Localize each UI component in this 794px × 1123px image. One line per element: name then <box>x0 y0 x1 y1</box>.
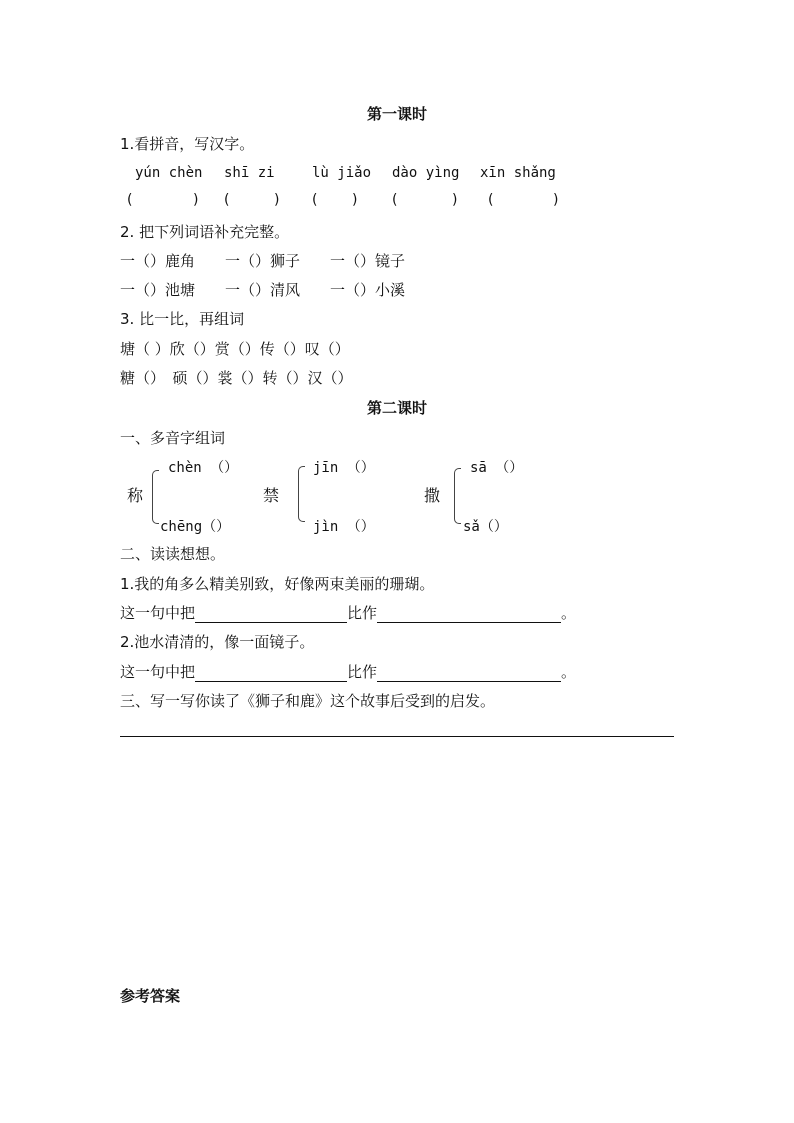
answer-blank[interactable] <box>195 665 347 682</box>
s2-question-2: 2.池水清清的，像一面镜子。 <box>120 633 315 651</box>
lesson2-title: 第二课时 <box>366 399 427 417</box>
polyphone-top: sā （） <box>470 460 524 476</box>
polyphone-top: jīn （） <box>313 460 375 476</box>
polyphone-char: 称 <box>127 486 144 505</box>
s2-label: 二、读读想想。 <box>120 545 226 563</box>
s2-question-1: 1.我的角多么精美别致，好像两束美丽的珊瑚。 <box>120 575 435 593</box>
polyphone-bottom: jìn （） <box>313 519 375 535</box>
polyphone-char: 撒 <box>424 486 441 505</box>
answer-box-2[interactable]: ( <box>224 192 230 208</box>
pinyin-5: xīn shǎng <box>480 165 556 181</box>
brace-icon <box>298 466 305 522</box>
answer-blank[interactable] <box>377 606 561 623</box>
answers-title: 参考答案 <box>120 987 181 1005</box>
q3-row-2: 糖（） 硕（）裳（）转（）汉（） <box>120 369 353 387</box>
q2-row-1: 一（）鹿角 一（）狮子 一（）镜子 <box>120 252 406 270</box>
fill-compare: 比作 <box>347 663 378 681</box>
q3-row-1: 塘（ ）欣（）赏（）传（）叹（） <box>120 340 350 358</box>
answer-box-4[interactable]: ( <box>392 192 398 208</box>
polyphone-bottom: chēng（） <box>160 519 231 535</box>
pinyin-4: dào yìng <box>392 165 460 181</box>
pinyin-3: lù jiǎo <box>312 165 372 181</box>
s1-label: 一、多音字组词 <box>120 429 226 447</box>
fill-row-1 <box>120 603 576 623</box>
q1-label: 1.看拼音，写汉字。 <box>120 135 255 153</box>
q2-row-2: 一（）池塘 一（）清风 一（）小溪 <box>120 281 406 299</box>
s3-label: 三、写一写你读了《狮子和鹿》这个故事后受到的启发。 <box>120 692 496 710</box>
fill-compare: 比作 <box>347 604 378 622</box>
brace-icon <box>454 468 461 524</box>
fill-prefix: 这一句中把 <box>120 604 196 622</box>
answer-blank[interactable] <box>377 665 561 682</box>
fill-row-2 <box>120 662 576 682</box>
fill-prefix: 这一句中把 <box>120 663 196 681</box>
brace-icon <box>152 470 159 524</box>
answer-box-3[interactable]: ( <box>312 192 318 208</box>
fill-end: 。 <box>561 604 577 622</box>
fill-end: 。 <box>561 663 577 681</box>
answer-box-5[interactable]: ( <box>488 192 494 208</box>
pinyin-2: shī zi <box>224 165 275 181</box>
answer-box-1[interactable]: ( <box>127 192 133 208</box>
pinyin-1: yún chèn <box>135 165 203 181</box>
writing-line[interactable] <box>120 736 674 737</box>
polyphone-top: chèn （） <box>168 460 239 476</box>
lesson1-title: 第一课时 <box>366 105 427 123</box>
q2-label: 2. 把下列词语补充完整。 <box>120 223 290 241</box>
answer-blank[interactable] <box>195 606 347 623</box>
polyphone-char: 禁 <box>263 486 280 505</box>
q3-label: 3. 比一比，再组词 <box>120 310 245 328</box>
polyphone-bottom: sǎ（） <box>463 519 508 535</box>
